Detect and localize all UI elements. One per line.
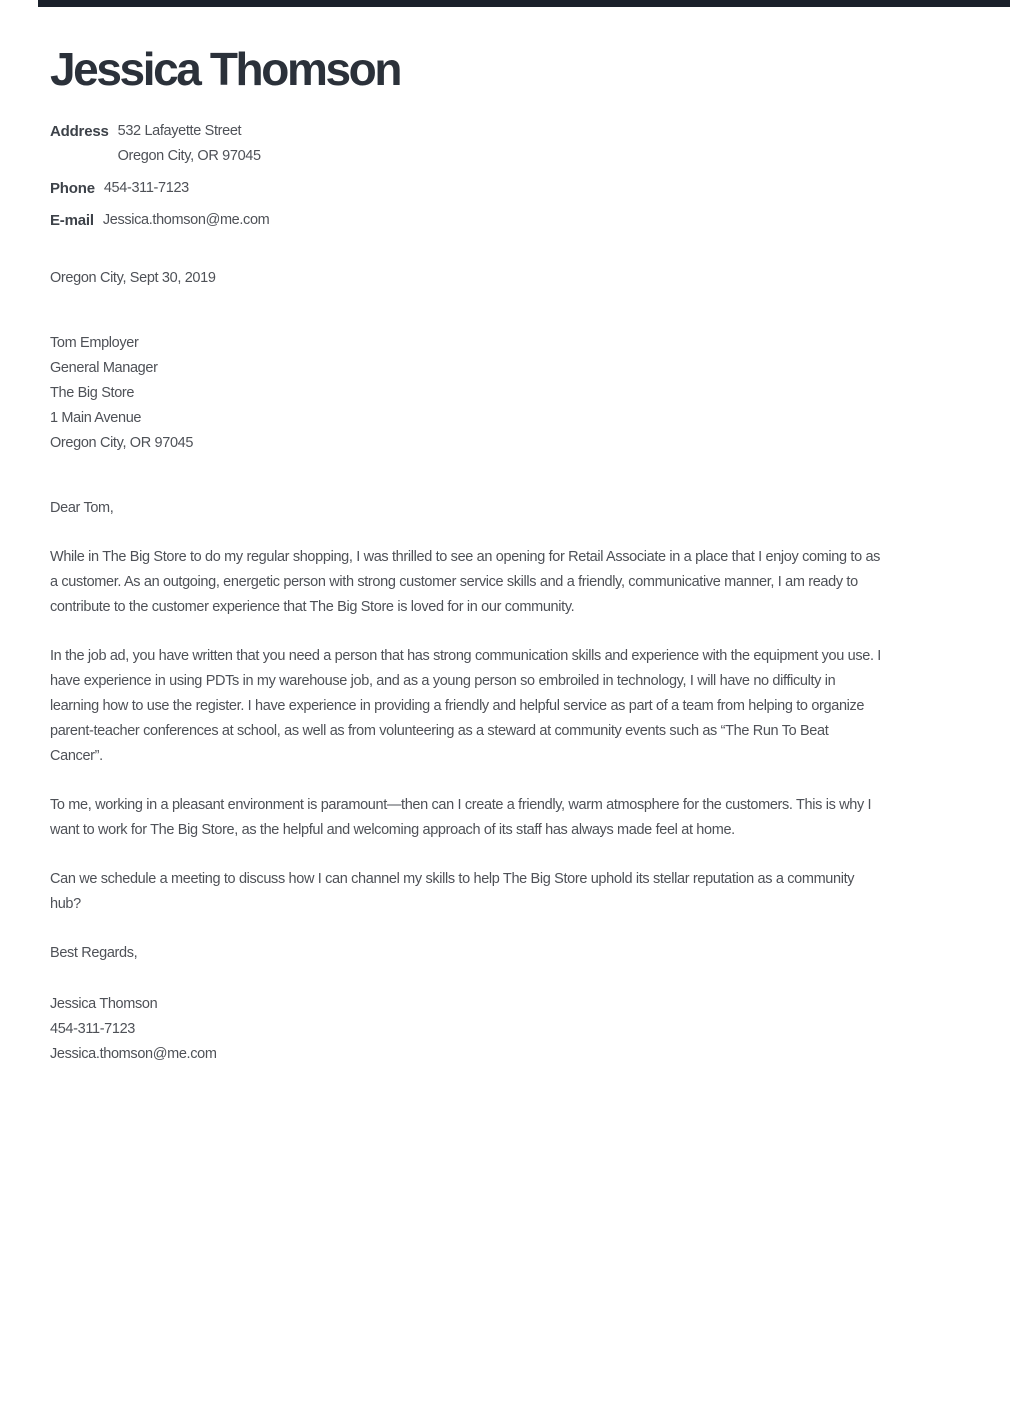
letter-body — [50, 545, 962, 917]
closing-phrase: Best Regards, — [50, 945, 138, 961]
address-label: Address — [50, 123, 109, 140]
text-line: Oregon City, OR 97045 — [117, 148, 261, 164]
text-line: While in The Big Store to do my regular shopping, I was thrilled to see an opening for Retail Associate in a place that I enjoy coming to as — [50, 549, 881, 565]
text-line: Jessica Thomson — [50, 996, 158, 1012]
phone-label: Phone — [50, 180, 95, 197]
text-line: want to work for The Big Store, as the helpful and welcoming approach of its staff has always made feel at home. — [50, 822, 735, 838]
body-paragraph — [50, 867, 962, 917]
body-paragraph — [50, 545, 962, 620]
text-line: Cancer”. — [50, 748, 103, 764]
applicant-name-heading: Jessica Thomson — [50, 43, 401, 95]
text-line: Can we schedule a meeting to discuss how I can channel my skills to help The Big Store uphold its stellar reputation as a community — [50, 871, 855, 887]
body-paragraph — [50, 793, 962, 843]
text-line: contribute to the customer experience that The Big Store is loved for in our community. — [50, 599, 575, 615]
signature-block — [50, 992, 962, 1067]
phone-value: 454-311-7123 — [103, 180, 189, 196]
salutation: Dear Tom, — [50, 500, 114, 516]
email-value: Jessica.thomson@me.com — [102, 212, 270, 228]
recipient-address-block — [50, 331, 962, 456]
text-line: To me, working in a pleasant environment is paramount—then can I create a friendly, warm atmosphere for the customers. This is why I — [50, 797, 872, 813]
text-line: a customer. As an outgoing, energetic person with strong customer service skills and a friendly, communicative manner, I am ready to — [50, 574, 858, 590]
text-line: Oregon City, OR 97045 — [50, 435, 194, 451]
contact-row-email — [50, 208, 962, 233]
text-line: General Manager — [50, 360, 158, 376]
text-line: In the job ad, you have written that you need a person that has strong communication skills and experience with the equipment you use. I — [50, 648, 881, 664]
text-line: Tom Employer — [50, 335, 139, 351]
text-line: hub? — [50, 896, 81, 912]
contact-block — [50, 119, 962, 233]
letter-date-location: Oregon City, Sept 30, 2019 — [50, 270, 216, 286]
contact-row-phone — [50, 176, 962, 201]
email-label: E-mail — [50, 212, 94, 229]
text-line: 454-311-7123 — [50, 1021, 136, 1037]
letter-content — [0, 43, 1010, 1067]
text-line: 532 Lafayette Street — [117, 123, 242, 139]
text-line: parent-teacher conferences at school, as well as from volunteering as a steward at community events such as “The Run To Beat — [50, 723, 829, 739]
contact-row-address — [50, 119, 962, 169]
text-line: learning how to use the register. I have experience in providing a friendly and helpful service as part of a team from helping to organize — [50, 698, 865, 714]
text-line: Jessica.thomson@me.com — [50, 1046, 217, 1062]
top-accent-bar — [38, 0, 1010, 7]
text-line: have experience in using PDTs in my warehouse job, and as a young person so embroiled in technology, I will have no difficulty in — [50, 673, 836, 689]
text-line: The Big Store — [50, 385, 135, 401]
address-value — [118, 119, 261, 169]
body-paragraph — [50, 644, 962, 769]
text-line: 1 Main Avenue — [50, 410, 142, 426]
